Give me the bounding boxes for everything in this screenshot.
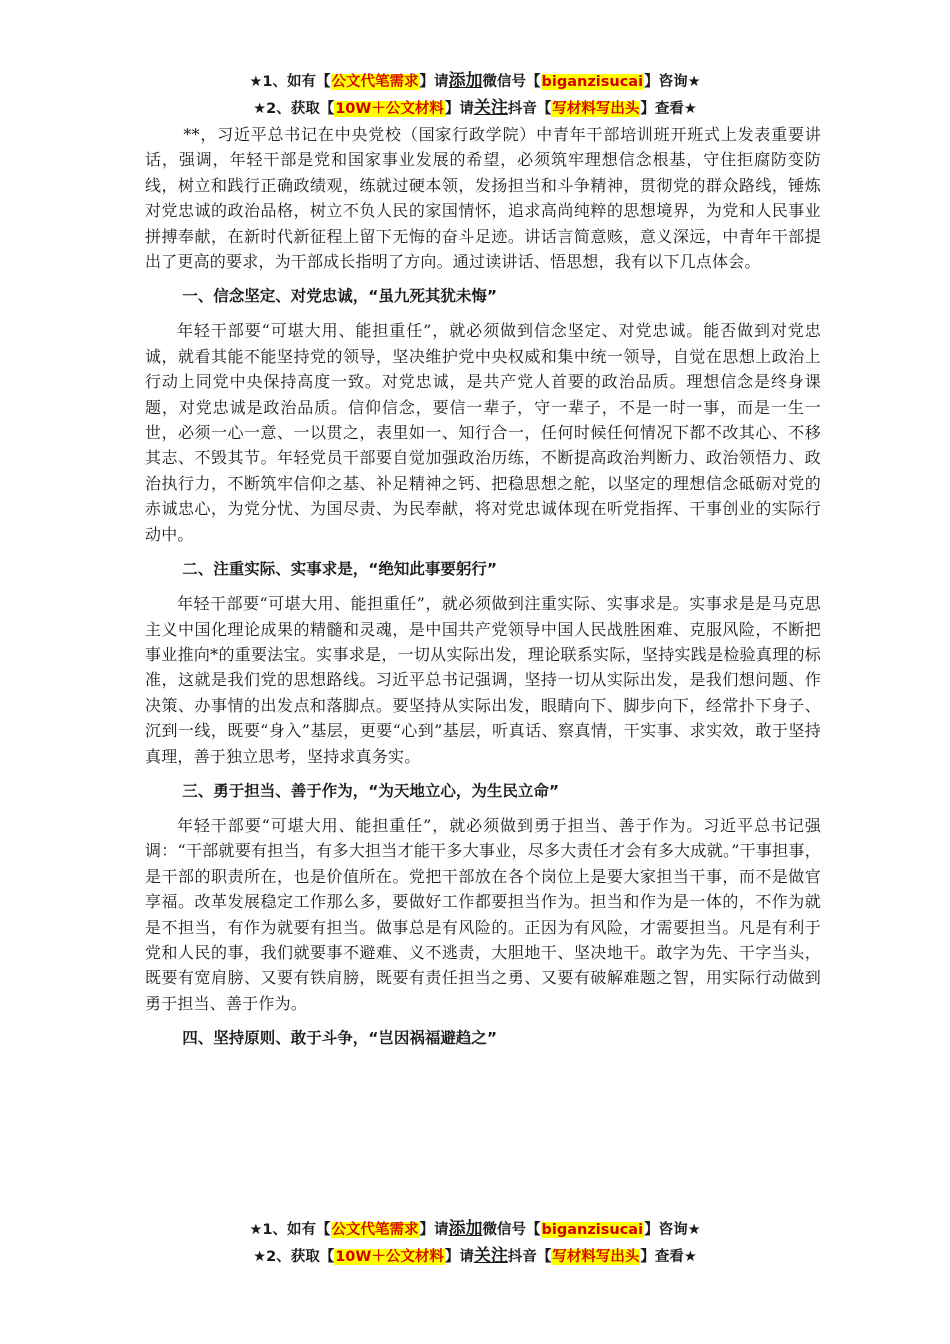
wechat-id-highlight: biganzisucai (541, 1222, 644, 1238)
promo-line-1 (0, 68, 950, 95)
emphasis-text: 添加 (448, 71, 483, 91)
section-body-3: 年轻干部要“可堪大用、能担重任”，就必须做到勇于担当、善于作为。习近平总书记强调：“干部就要有担当，有多大担当才能干多大事业，尽多大责任才会有多大成就。”干事担事，是干部的职责所在，也是价值所在。党把干部放在各个岗位上是要大家担当干事，而不是做官享福。改革发展稳定工作那么多，要做好工作都要担当作为。担当和作为是一体的，不作为就是不担当，有作为就要有担当。做事总是有风险的。正因为有风险，才需要担当。凡是有利于党和人民的事，我们就要事不避难、义不逃责，大胆地干、坚决地干。敢字为先、干字当头，既要有宽肩膀、又要有铁肩膀，既要有责任担当之勇、又要有破解难题之智，用实际行动做到勇于担当、善于作为。 (145, 815, 821, 1013)
promo-text: ★1、如有【 (249, 74, 331, 90)
promo-text: 抖音【 (507, 101, 552, 117)
douyin-id-highlight: 写材料写出头 (552, 101, 640, 117)
article-body (145, 122, 821, 1060)
promo-text: 】请 (444, 1249, 474, 1265)
promo-text: 】咨询★ (644, 1222, 701, 1238)
promo-text: 】查看★ (640, 101, 697, 117)
promo-banner-top (0, 68, 950, 122)
promo-line-2 (0, 95, 950, 122)
emphasis-text: 关注 (473, 1246, 508, 1266)
promo-text: ★2、获取【 (253, 101, 335, 117)
section-body-2: 年轻干部要“可堪大用、能担重任”，就必须做到注重实际、实事求是。实事求是是马克思主义中国化理论成果的精髓和灵魂，是中国共产党领导中国人民战胜困难、克服风险，不断把事业推向*的重要法宝。实事求是，一切从实际出发，理论联系实际，坚持实践是检验真理的标准，这就是我们党的思想路线。习近平总书记强调，坚持一切从实际出发，是我们想问题、作决策、办事情的出发点和落脚点。要坚持从实际出发，眼睛向下、脚步向下，经常扑下身子、沉到一线，既要“身入”基层，更要“心到”基层，听真话、察真情，干实事、求实效，敢于坚持真理，善于独立思考，坚持求真务实。 (145, 594, 821, 766)
section-heading-1: 一、信念坚定、对党忠诚，“虽九死其犹未悔” (182, 287, 498, 306)
section-body-1: 年轻干部要“可堪大用、能担重任”，就必须做到信念坚定、对党忠诚。能否做到对党忠诚，就看其能不能坚持党的领导，坚决维护党中央权威和集中统一领导，自觉在思想上政治上行动上同党中央保持高度一致。对党忠诚，是共产党人首要的政治品质。理想信念是终身课题，对党忠诚是政治品质。信仰信念，要信一辈子，守一辈子，不是一时一事，而是一生一世，必须一心一意、一以贯之，表里如一、知行合一，任何时候任何情况下都不改其心、不移其志、不毁其节。年轻党员干部要自觉加强政治历练，不断提高政治判断力、政治领悟力、政治执行力，不断筑牢信仰之基、补足精神之钙、把稳思想之舵，以坚定的理想信念砥砺对党的赤诚忠心，为党分忧、为国尽责、为民奉献，将对党忠诚体现在听党指挥、干事创业的实际行动中。 (145, 321, 821, 544)
promo-text: 微信号【 (482, 74, 541, 90)
section-heading-4: 四、坚持原则、敢于斗争，“岂因祸福避趋之” (182, 1029, 498, 1048)
highlight-tag: 公文代笔需求 (331, 74, 419, 90)
highlight-tag: 公文代笔需求 (331, 1222, 419, 1238)
highlight-tag: 10W＋公文材料 (335, 1249, 444, 1265)
promo-text: 】请 (419, 1222, 449, 1238)
promo-line-1 (0, 1216, 950, 1243)
emphasis-text: 添加 (448, 1219, 483, 1239)
promo-line-2 (0, 1243, 950, 1270)
promo-text: 微信号【 (482, 1222, 541, 1238)
promo-text: 】查看★ (640, 1249, 697, 1265)
promo-text: 抖音【 (507, 1249, 552, 1265)
wechat-id-highlight: biganzisucai (541, 74, 644, 90)
promo-text: ★1、如有【 (249, 1222, 331, 1238)
section-heading-3: 三、勇于担当、善于作为，“为天地立心，为生民立命” (182, 781, 560, 800)
section-heading-2: 二、注重实际、实事求是，“绝知此事要躬行” (182, 560, 498, 579)
promo-text: 】请 (419, 74, 449, 90)
highlight-tag: 10W＋公文材料 (335, 101, 444, 117)
promo-banner-bottom (0, 1216, 950, 1270)
emphasis-text: 关注 (473, 98, 508, 118)
promo-text: 】咨询★ (644, 74, 701, 90)
promo-text: 】请 (444, 101, 474, 117)
douyin-id-highlight: 写材料写出头 (552, 1249, 640, 1265)
promo-text: ★2、获取【 (253, 1249, 335, 1265)
intro-paragraph: **，习近平总书记在中央党校（国家行政学院）中青年干部培训班开班式上发表重要讲话，强调，年轻干部是党和国家事业发展的希望，必须筑牢理想信念根基，守住拒腐防变防线，树立和践行正确政绩观，练就过硬本领，发扬担当和斗争精神，贯彻党的群众路线，锤炼对党忠诚的政治品格，树立不负人民的家国情怀，追求高尚纯粹的思想境界，为党和人民事业拼搏奉献，在新时代新征程上留下无悔的奋斗足迹。讲话言简意赅，意义深远，中青年干部提出了更高的要求，为干部成长指明了方向。通过读讲话、悟思想，我有以下几点体会。 (145, 125, 821, 272)
